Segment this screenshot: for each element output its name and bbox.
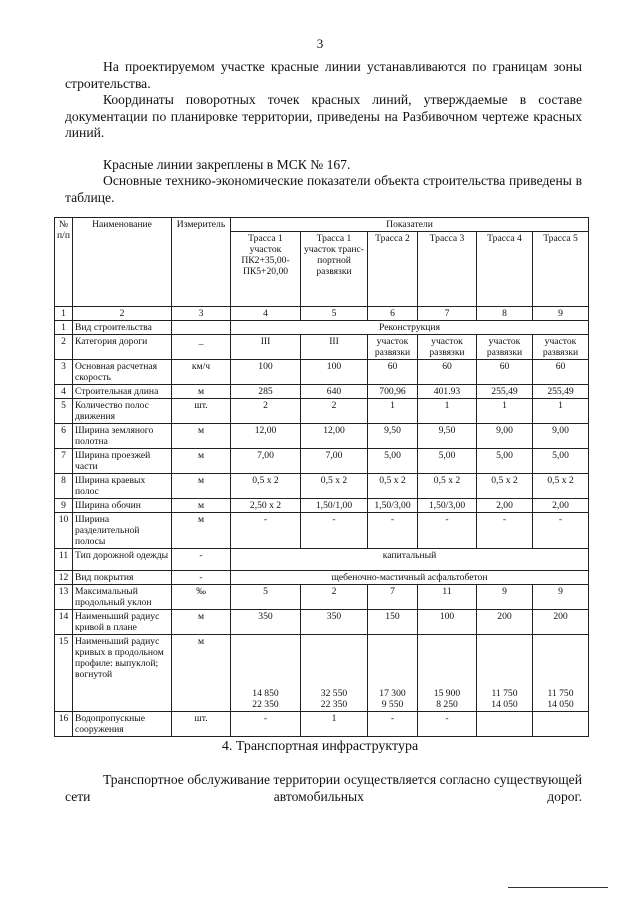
row-value: 11 bbox=[418, 585, 477, 610]
row-unit: м bbox=[172, 610, 231, 635]
row-value: 60 bbox=[533, 360, 589, 385]
row-value: III bbox=[231, 335, 301, 360]
row-value: 2,00 bbox=[477, 499, 533, 513]
row-name: Строительная длина bbox=[73, 385, 172, 399]
paragraph-red-lines: На проектируемом участке красные линии устанавливаются по границам зоны строительства. bbox=[65, 59, 582, 91]
row-merged-value: щебеночно-мастичный асфальтобетон bbox=[231, 571, 589, 585]
row-value: - bbox=[368, 513, 418, 549]
row-name: Ширина разделительной полосы bbox=[73, 513, 172, 549]
row-unit: м bbox=[172, 513, 231, 549]
row-value: 9 bbox=[533, 585, 589, 610]
col-number: 6 bbox=[368, 307, 418, 321]
table-header-row bbox=[55, 218, 589, 232]
paragraph-coordinates: Координаты поворотных точек красных линий, утверждаемые в составе документации по планировке территории, приведены на Разбивочном чертеже красных линий. bbox=[65, 92, 582, 140]
row-value: 60 bbox=[477, 360, 533, 385]
row-number: 13 bbox=[55, 585, 73, 610]
row-value: - bbox=[418, 513, 477, 549]
row-value: 1,50/1,00 bbox=[301, 499, 368, 513]
row-value: 60 bbox=[418, 360, 477, 385]
row-name: Ширина земляного полотна bbox=[73, 424, 172, 449]
row-name: Основная расчетная скорость bbox=[73, 360, 172, 385]
table-row bbox=[55, 449, 589, 474]
row-unit bbox=[172, 321, 231, 335]
table-row bbox=[55, 712, 589, 737]
row-unit: м bbox=[172, 474, 231, 499]
table-row bbox=[55, 610, 589, 635]
row-value: 12,00 bbox=[231, 424, 301, 449]
row-value: 350 bbox=[301, 610, 368, 635]
row-number: 7 bbox=[55, 449, 73, 474]
row-value: участок развязки bbox=[533, 335, 589, 360]
row-unit: _ bbox=[172, 335, 231, 360]
row-value: 9 bbox=[477, 585, 533, 610]
row-value: 0,5 х 2 bbox=[301, 474, 368, 499]
row-value: - bbox=[231, 513, 301, 549]
row-value: 7,00 bbox=[301, 449, 368, 474]
row-number: 11 bbox=[55, 549, 73, 571]
header-track-2: Трасса 2 bbox=[368, 232, 418, 307]
row-number: 5 bbox=[55, 399, 73, 424]
table-row bbox=[55, 585, 589, 610]
row-value: 1 bbox=[477, 399, 533, 424]
row-value: 100 bbox=[231, 360, 301, 385]
col-number: 8 bbox=[477, 307, 533, 321]
row-unit: шт. bbox=[172, 399, 231, 424]
col-number: 1 bbox=[55, 307, 73, 321]
row-value: 9,50 bbox=[418, 424, 477, 449]
row-number: 10 bbox=[55, 513, 73, 549]
row-name: Ширина проезжей части bbox=[73, 449, 172, 474]
row-value: 100 bbox=[418, 610, 477, 635]
row-value: 0,5 х 2 bbox=[477, 474, 533, 499]
table-row bbox=[55, 335, 589, 360]
row-unit: - bbox=[172, 571, 231, 585]
col-number: 5 bbox=[301, 307, 368, 321]
row-value: 5,00 bbox=[533, 449, 589, 474]
row-unit: шт. bbox=[172, 712, 231, 737]
row-number: 1 bbox=[55, 321, 73, 335]
row-name: Тип дорожной одежды bbox=[73, 549, 172, 571]
table-row bbox=[55, 513, 589, 549]
row-number: 4 bbox=[55, 385, 73, 399]
row-value: III bbox=[301, 335, 368, 360]
row-value: 1 bbox=[301, 712, 368, 737]
row-value: 200 bbox=[533, 610, 589, 635]
table-row bbox=[55, 499, 589, 513]
row-number: 8 bbox=[55, 474, 73, 499]
row-number: 3 bbox=[55, 360, 73, 385]
row-number: 9 bbox=[55, 499, 73, 513]
table-row bbox=[55, 571, 589, 585]
row-value: 200 bbox=[477, 610, 533, 635]
row-value: 700,96 bbox=[368, 385, 418, 399]
row-name: Водопропускные сооружения bbox=[73, 712, 172, 737]
row-value: - bbox=[231, 712, 301, 737]
row-merged-value: Реконструкция bbox=[231, 321, 589, 335]
row-value: - bbox=[418, 712, 477, 737]
row-value: 5,00 bbox=[368, 449, 418, 474]
footer-line bbox=[508, 887, 608, 888]
row-name: Вид покрытия bbox=[73, 571, 172, 585]
page-number: 3 bbox=[316, 36, 324, 51]
row-value: 2 bbox=[301, 399, 368, 424]
row-number: 6 bbox=[55, 424, 73, 449]
col-number: 9 bbox=[533, 307, 589, 321]
header-name: Наименование bbox=[73, 218, 172, 307]
row-value: 0,5 х 2 bbox=[533, 474, 589, 499]
row-value: 285 bbox=[231, 385, 301, 399]
row-unit: м bbox=[172, 449, 231, 474]
paragraph-msk: Красные линии закреплены в МСК № 167. bbox=[103, 157, 351, 172]
row-value: 9,50 bbox=[368, 424, 418, 449]
row-value: 9,00 bbox=[477, 424, 533, 449]
column-numbers-row bbox=[55, 307, 589, 321]
paragraph-indicators: Основные технико-экономические показатели объекта строительства приведены в таблице. bbox=[65, 173, 582, 205]
row-value: 100 bbox=[301, 360, 368, 385]
row-name: Ширина обочин bbox=[73, 499, 172, 513]
table-row bbox=[55, 360, 589, 385]
row-value: 1,50/3,00 bbox=[368, 499, 418, 513]
table-row bbox=[55, 399, 589, 424]
row-name: Максимальный продольный уклон bbox=[73, 585, 172, 610]
row-unit: м bbox=[172, 499, 231, 513]
row-name: Наименьший радиус кривой в плане bbox=[73, 610, 172, 635]
header-track-3: Трасса 3 bbox=[418, 232, 477, 307]
paragraph-transport: Транспортное обслуживание территории осуществляется согласно существующей сети автомобильных дорог. bbox=[65, 772, 582, 804]
row-value: участок развязки bbox=[418, 335, 477, 360]
row-value: 15 900 8 250 bbox=[418, 635, 477, 712]
row-value: 2 bbox=[231, 399, 301, 424]
table-row bbox=[55, 321, 589, 335]
row-value: 60 bbox=[368, 360, 418, 385]
row-value bbox=[533, 712, 589, 737]
row-value: 12,00 bbox=[301, 424, 368, 449]
row-value bbox=[477, 712, 533, 737]
row-name: Категория дороги bbox=[73, 335, 172, 360]
row-value: 1 bbox=[368, 399, 418, 424]
row-value: 2 bbox=[301, 585, 368, 610]
table-row bbox=[55, 385, 589, 399]
col-number: 4 bbox=[231, 307, 301, 321]
header-track-1b: Трасса 1 участок транс-портной развязки bbox=[301, 232, 368, 307]
row-value: участок развязки bbox=[368, 335, 418, 360]
row-value: 2,50 х 2 bbox=[231, 499, 301, 513]
table-row bbox=[55, 474, 589, 499]
row-number: 2 bbox=[55, 335, 73, 360]
row-value: 1 bbox=[533, 399, 589, 424]
row-unit: ‰ bbox=[172, 585, 231, 610]
row-value: 150 bbox=[368, 610, 418, 635]
row-name: Ширина краевых полос bbox=[73, 474, 172, 499]
row-number: 16 bbox=[55, 712, 73, 737]
row-unit: м bbox=[172, 424, 231, 449]
row-number: 12 bbox=[55, 571, 73, 585]
row-value: 5 bbox=[231, 585, 301, 610]
header-track-5: Трасса 5 bbox=[533, 232, 589, 307]
table-row bbox=[55, 635, 589, 712]
row-value: 7 bbox=[368, 585, 418, 610]
row-value: 7,00 bbox=[231, 449, 301, 474]
row-value: 32 550 22 350 bbox=[301, 635, 368, 712]
row-value: 640 bbox=[301, 385, 368, 399]
row-value: 350 bbox=[231, 610, 301, 635]
row-merged-value: капитальный bbox=[231, 549, 589, 571]
row-value: - bbox=[301, 513, 368, 549]
row-value: - bbox=[477, 513, 533, 549]
row-value: 255,49 bbox=[533, 385, 589, 399]
row-value: 17 300 9 550 bbox=[368, 635, 418, 712]
table-row bbox=[55, 424, 589, 449]
row-value: участок развязки bbox=[477, 335, 533, 360]
row-value: 1,50/3,00 bbox=[418, 499, 477, 513]
row-value: 2,00 bbox=[533, 499, 589, 513]
row-name: Вид строительства bbox=[73, 321, 172, 335]
row-unit: м bbox=[172, 385, 231, 399]
row-value: 9,00 bbox=[533, 424, 589, 449]
header-unit: Измеритель bbox=[172, 218, 231, 307]
specifications-table bbox=[54, 217, 589, 737]
header-num: № п/п bbox=[55, 218, 73, 307]
row-value: 401.93 bbox=[418, 385, 477, 399]
row-value: 11 750 14 050 bbox=[533, 635, 589, 712]
row-name: Наименьший радиус кривых в продольном профиле: выпуклой; вогнутой bbox=[73, 635, 172, 712]
row-value: 0,5 х 2 bbox=[368, 474, 418, 499]
section-heading: 4. Транспортная инфраструктура bbox=[221, 739, 419, 754]
row-number: 14 bbox=[55, 610, 73, 635]
row-unit: - bbox=[172, 549, 231, 571]
col-number: 7 bbox=[418, 307, 477, 321]
row-unit: км/ч bbox=[172, 360, 231, 385]
row-value: 0,5 х 2 bbox=[231, 474, 301, 499]
row-value: 255,49 bbox=[477, 385, 533, 399]
row-value: - bbox=[533, 513, 589, 549]
table-row bbox=[55, 549, 589, 571]
header-track-1a: Трасса 1 участок ПК2+35,00-ПК5+20,00 bbox=[231, 232, 301, 307]
header-track-4: Трасса 4 bbox=[477, 232, 533, 307]
row-value: 14 850 22 350 bbox=[231, 635, 301, 712]
col-number: 2 bbox=[73, 307, 172, 321]
header-indicators: Показатели bbox=[231, 218, 589, 232]
row-unit: м bbox=[172, 635, 231, 712]
row-value: 0,5 х 2 bbox=[418, 474, 477, 499]
row-value: - bbox=[368, 712, 418, 737]
row-number: 15 bbox=[55, 635, 73, 712]
row-value: 5,00 bbox=[418, 449, 477, 474]
row-value: 11 750 14 050 bbox=[477, 635, 533, 712]
col-number: 3 bbox=[172, 307, 231, 321]
row-name: Количество полос движения bbox=[73, 399, 172, 424]
row-value: 5,00 bbox=[477, 449, 533, 474]
row-value: 1 bbox=[418, 399, 477, 424]
